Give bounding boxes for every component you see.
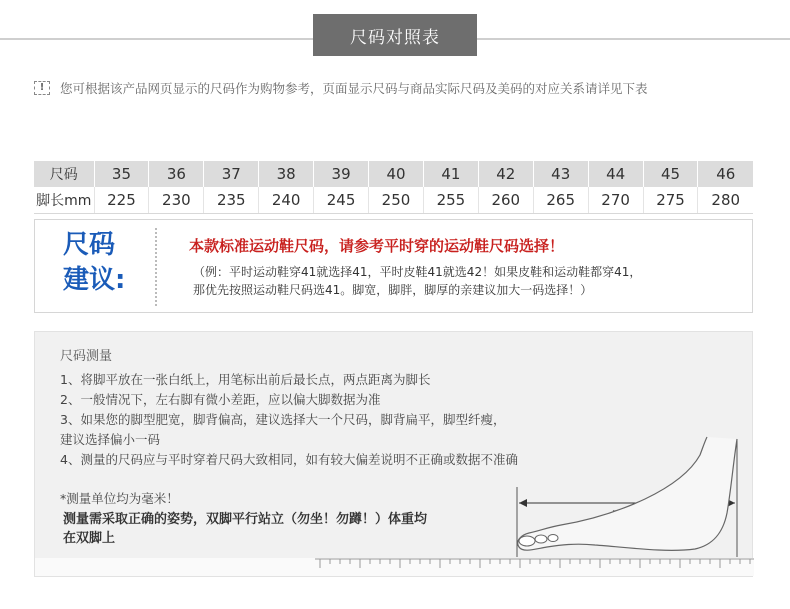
info-icon: ! [34,81,50,95]
measurement-step: 2、一般情况下，左右脚有微小差距，应以偏大脚数据为准 [60,392,381,407]
recommendation-title-line1: 尺码 [63,230,116,260]
size-cell: 38 [259,161,314,187]
size-recommendation [34,219,753,313]
size-cell: 44 [588,161,643,187]
size-table [34,161,753,214]
recommendation-main: 本款标准运动鞋尺码，请参考平时穿的运动鞋尺码选择！ [189,237,565,255]
measurement-guide [34,331,753,577]
foot-length-cell: 255 [423,187,478,213]
size-cell: 41 [423,161,478,187]
recommendation-title [63,228,141,298]
page-title: 尺码对照表 [313,14,477,56]
foot-length-cell: 280 [698,187,753,213]
foot-length-cell: 275 [643,187,698,213]
foot-length-cell: 230 [149,187,204,213]
foot-length-cell: 250 [369,187,424,213]
foot-length-cell: 270 [588,187,643,213]
foot-length-cell: 225 [94,187,149,213]
recommendation-note [193,263,641,299]
foot-length-cell: 265 [533,187,588,213]
foot-length-cell: 260 [478,187,533,213]
size-row [34,161,753,187]
ruler-icon [35,558,754,576]
foot-length-row-label: 脚长mm [34,187,94,213]
foot-length-cell: 245 [314,187,369,213]
posture-note [63,510,427,548]
unit-note: *测量单位均为毫米！ [60,491,179,506]
recommendation-divider [155,228,157,306]
measurement-step: 1、将脚平放在一张白纸上，用笔标出前后最长点，两点距离为脚长 [60,372,431,387]
notice-bar [34,78,764,98]
foot-diagram-icon [505,435,745,570]
measurement-title: 尺码测量 [60,349,113,364]
recommendation-note-line1: （例：平时运动鞋穿41就选择41，平时皮鞋41就选42！如果皮鞋和运动鞋都穿41， [193,265,642,279]
recommendation-note-line2: 那优先按照运动鞋尺码选41。脚宽，脚胖，脚厚的亲建议加大一码选择！） [193,283,593,297]
measurement-step: 建议选择偏小一码 [60,432,161,447]
size-cell: 36 [149,161,204,187]
posture-note-line1: 测量需采取正确的姿势，双脚平行站立（勿坐！勿蹲！）体重均 [63,512,428,527]
measurement-step: 3、如果您的脚型肥宽，脚背偏高，建议选择大一个尺码，脚背扁平，脚型纤瘦， [60,412,506,427]
size-cell: 35 [94,161,149,187]
notice-text: 您可根据该产品网页显示的尺码作为购物参考，页面显示尺码与商品实际尺码及美码的对应关系请详见下表 [60,81,648,96]
foot-length-cell: 240 [259,187,314,213]
measurement-step: 4、测量的尺码应与平时穿着尺码大致相同，如有较大偏差说明不正确或数据不准确 [60,452,518,467]
posture-note-line2: 在双脚上 [63,531,116,546]
foot-length-cell: 235 [204,187,259,213]
size-cell: 43 [533,161,588,187]
size-cell: 39 [314,161,369,187]
size-cell: 40 [369,161,424,187]
size-cell: 46 [698,161,753,187]
recommendation-title-line2: 建议: [63,265,126,295]
foot-length-row [34,187,753,213]
measurement-steps [60,370,518,470]
size-cell: 45 [643,161,698,187]
size-cell: 42 [478,161,533,187]
size-row-label: 尺码 [34,161,94,187]
size-cell: 37 [204,161,259,187]
